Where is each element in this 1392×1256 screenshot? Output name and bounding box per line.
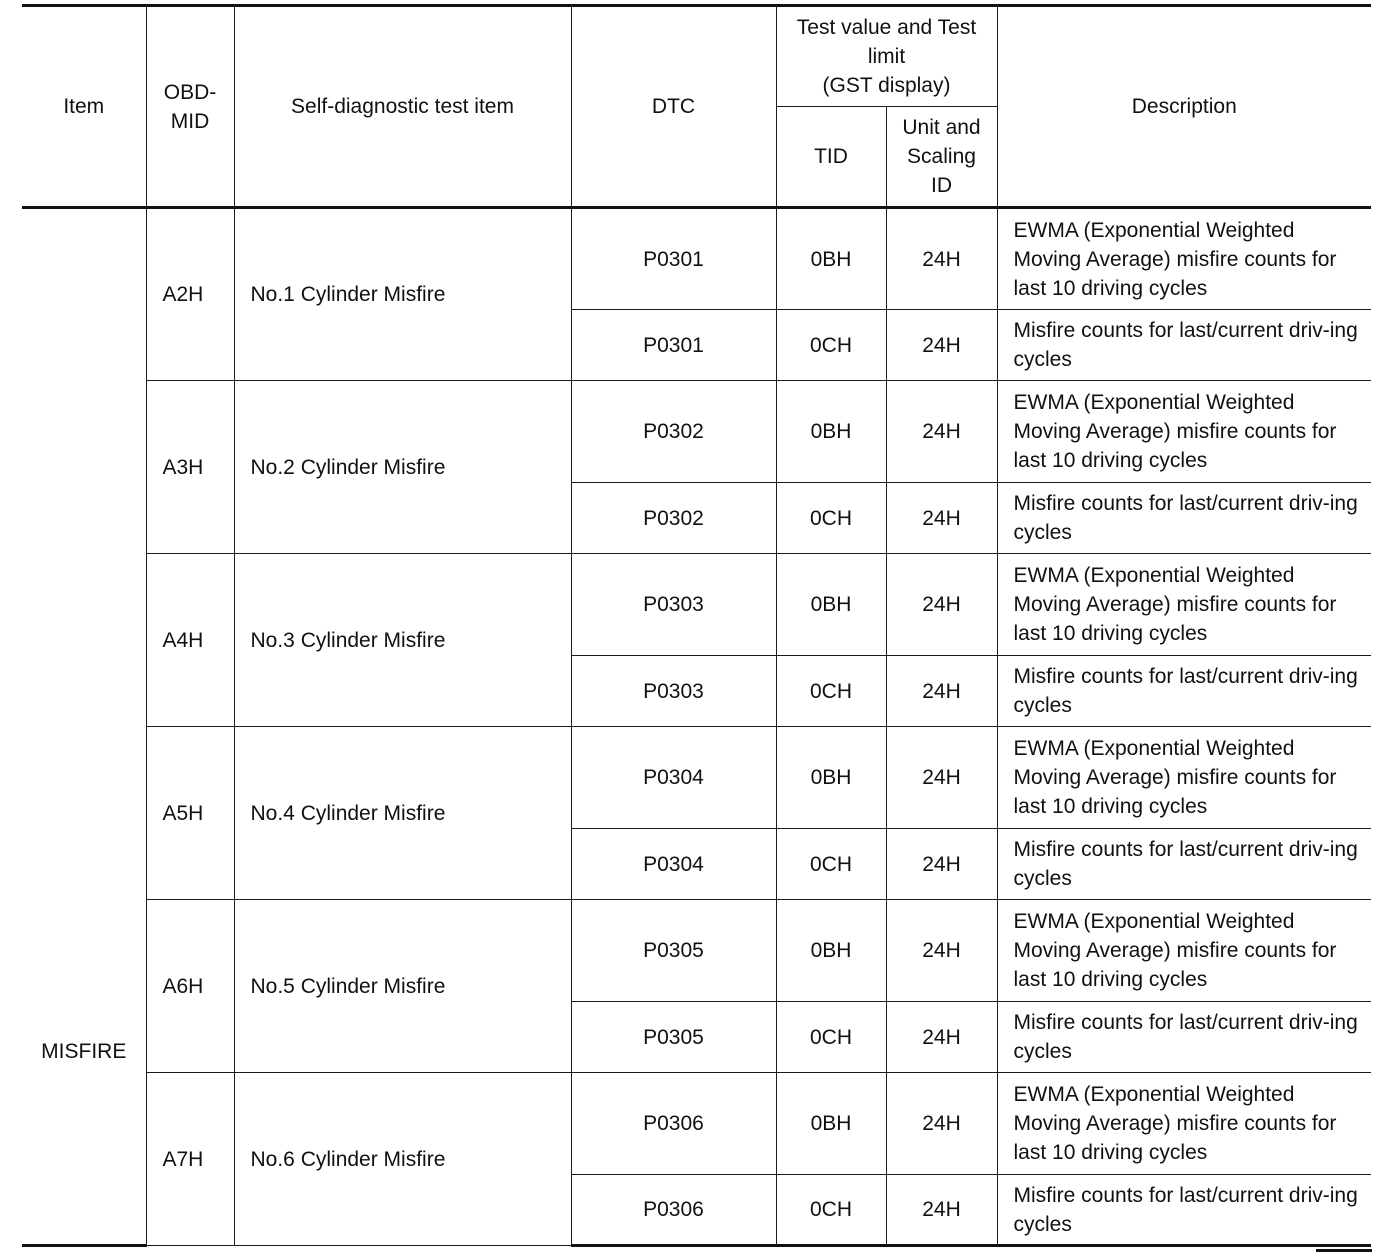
header-row-1	[22, 6, 1371, 107]
self-diagnostic-test-item-cell: No.5 Cylinder Misfire	[234, 900, 571, 1073]
description-cell: Misfire counts for last/current driv-ing cycles	[997, 1175, 1371, 1246]
header-obd-mid	[146, 6, 234, 208]
header-self-diagnostic-test-item: Self-diagnostic test item	[234, 6, 571, 208]
description-cell: EWMA (Exponential Weighted Moving Average) misfire counts for last 10 driving cycles	[997, 727, 1371, 829]
description-cell: Misfire counts for last/current driv-ing cycles	[997, 310, 1371, 381]
dtc-cell: P0306	[571, 1175, 776, 1246]
description-cell: Misfire counts for last/current driv-ing cycles	[997, 829, 1371, 900]
header-item: Item	[22, 6, 146, 208]
unit-scaling-cell: 24H	[886, 727, 997, 829]
tid-cell: 0CH	[776, 1002, 886, 1073]
header-obd-mid-text: OBD- MID	[163, 80, 217, 133]
description-cell: Misfire counts for last/current driv-ing cycles	[997, 1002, 1371, 1073]
table-body	[22, 208, 1371, 1246]
dtc-cell: P0302	[571, 483, 776, 554]
self-diagnostic-test-item-cell: No.1 Cylinder Misfire	[234, 208, 571, 381]
header-test-value-and-limit	[776, 6, 997, 107]
dtc-cell: P0301	[571, 208, 776, 310]
self-diagnostic-test-item-cell: No.4 Cylinder Misfire	[234, 727, 571, 900]
description-cell: Misfire counts for last/current driv-ing cycles	[997, 656, 1371, 727]
tid-cell: 0BH	[776, 208, 886, 310]
tid-cell: 0BH	[776, 900, 886, 1002]
dtc-cell: P0303	[571, 656, 776, 727]
dtc-cell: P0304	[571, 727, 776, 829]
obd-mid-cell: A7H	[146, 1073, 234, 1246]
table-row	[22, 208, 1371, 310]
unit-scaling-cell: 24H	[886, 381, 997, 483]
self-diagnostic-test-item-cell: No.6 Cylinder Misfire	[234, 1073, 571, 1246]
dtc-cell: P0306	[571, 1073, 776, 1175]
dtc-cell: P0305	[571, 900, 776, 1002]
unit-scaling-cell: 24H	[886, 829, 997, 900]
tid-cell: 0CH	[776, 483, 886, 554]
tid-cell: 0CH	[776, 829, 886, 900]
obd-misfire-table	[22, 4, 1371, 1247]
unit-scaling-cell: 24H	[886, 656, 997, 727]
tid-cell: 0BH	[776, 381, 886, 483]
table-row	[22, 1073, 1371, 1175]
table-row	[22, 727, 1371, 829]
description-cell: EWMA (Exponential Weighted Moving Average) misfire counts for last 10 driving cycles	[997, 208, 1371, 310]
unit-scaling-cell: 24H	[886, 1002, 997, 1073]
unit-scaling-cell: 24H	[886, 1175, 997, 1246]
tid-cell: 0CH	[776, 1175, 886, 1246]
obd-mid-cell: A2H	[146, 208, 234, 381]
description-cell: EWMA (Exponential Weighted Moving Average) misfire counts for last 10 driving cycles	[997, 381, 1371, 483]
header-test-value-text: Test value and Test limit (GST display)	[796, 16, 977, 97]
obd-mid-cell: A3H	[146, 381, 234, 554]
unit-scaling-cell: 24H	[886, 483, 997, 554]
dtc-cell: P0305	[571, 1002, 776, 1073]
unit-scaling-cell: 24H	[886, 208, 997, 310]
obd-mid-cell: A5H	[146, 727, 234, 900]
dtc-cell: P0303	[571, 554, 776, 656]
dtc-cell: P0304	[571, 829, 776, 900]
corner-rule	[1316, 1249, 1372, 1252]
dtc-cell: P0302	[571, 381, 776, 483]
table-row	[22, 900, 1371, 1002]
unit-scaling-cell: 24H	[886, 554, 997, 656]
tid-cell: 0BH	[776, 727, 886, 829]
dtc-cell: P0301	[571, 310, 776, 381]
header-tid: TID	[776, 107, 886, 208]
table-row	[22, 554, 1371, 656]
self-diagnostic-test-item-cell: No.2 Cylinder Misfire	[234, 381, 571, 554]
tid-cell: 0CH	[776, 656, 886, 727]
header-unit-and-scaling-id: Unit and Scaling ID	[886, 107, 997, 208]
tid-cell: 0CH	[776, 310, 886, 381]
tid-cell: 0BH	[776, 554, 886, 656]
tid-cell: 0BH	[776, 1073, 886, 1175]
obd-mid-cell: A6H	[146, 900, 234, 1073]
description-cell: EWMA (Exponential Weighted Moving Average) misfire counts for last 10 driving cycles	[997, 554, 1371, 656]
table-row	[22, 381, 1371, 483]
unit-scaling-cell: 24H	[886, 900, 997, 1002]
description-cell: EWMA (Exponential Weighted Moving Average) misfire counts for last 10 driving cycles	[997, 900, 1371, 1002]
description-cell: Misfire counts for last/current driv-ing cycles	[997, 483, 1371, 554]
obd-mid-cell: A4H	[146, 554, 234, 727]
unit-scaling-cell: 24H	[886, 1073, 997, 1175]
header-dtc: DTC	[571, 6, 776, 208]
item-cell-misfire: MISFIRE	[22, 208, 146, 1246]
unit-scaling-cell: 24H	[886, 310, 997, 381]
self-diagnostic-test-item-cell: No.3 Cylinder Misfire	[234, 554, 571, 727]
description-cell: EWMA (Exponential Weighted Moving Average) misfire counts for last 10 driving cycles	[997, 1073, 1371, 1175]
header-description: Description	[997, 6, 1371, 208]
